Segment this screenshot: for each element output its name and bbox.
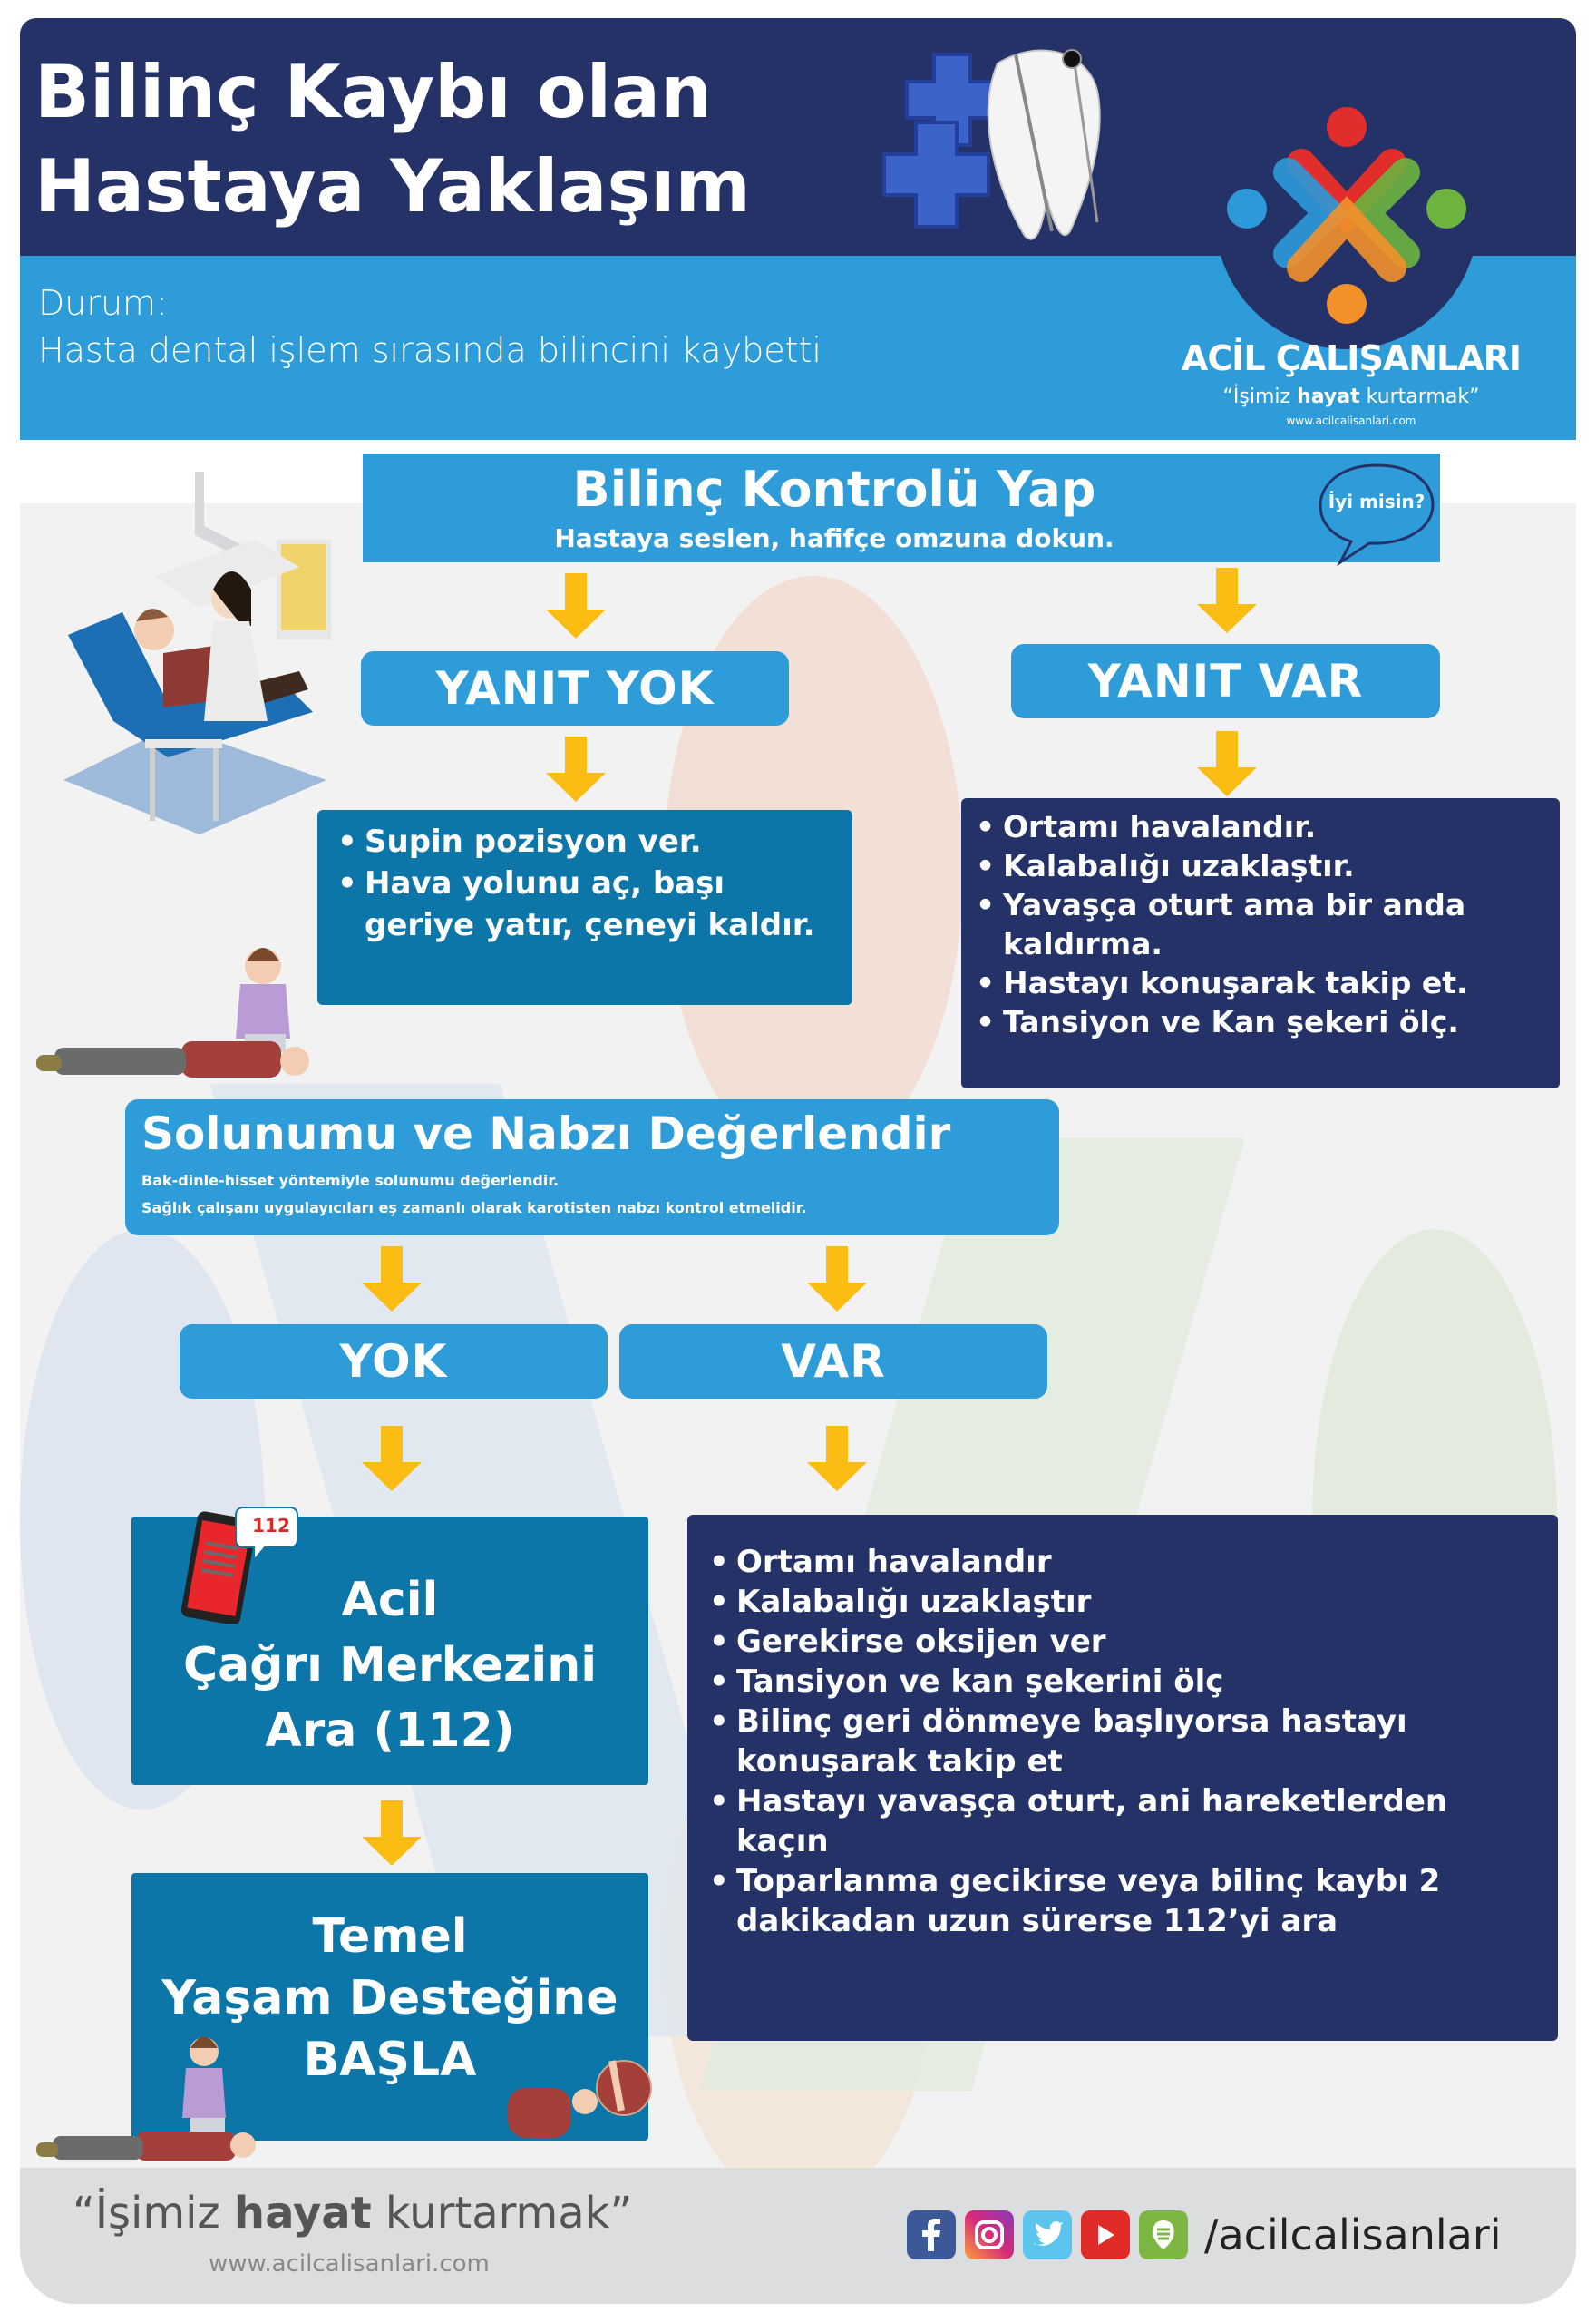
breathing-pulse-line2: Sağlık çalışanı uygulayıcıları eş zamanlı olarak karotisten nabzı kontrol etmelidir.	[141, 1199, 807, 1216]
tooth-dental-tools-icon	[880, 36, 1143, 245]
social-links	[907, 2210, 1502, 2260]
arrow-down-icon	[360, 1800, 423, 1866]
arrow-down-icon	[544, 573, 608, 639]
recovery-position-illustration	[499, 2052, 653, 2142]
situation-text: Hasta dental işlem sırasında bilincini kaybetti	[38, 330, 822, 370]
breathing-present-steps-box	[687, 1515, 1558, 2041]
footer-url[interactable]: www.acilcalisanlari.com	[209, 2250, 490, 2278]
arrow-down-icon	[544, 737, 608, 802]
basic-life-support-text: Temel Yaşam Desteğine BAŞLA	[161, 1909, 618, 2087]
no-response-steps-box	[317, 810, 852, 1005]
logo-name: ACİL ÇALIŞANLARI	[1181, 338, 1522, 378]
breathing-pulse-title: Solunumu ve Nabzı Değerlendir	[141, 1107, 951, 1160]
logo-url: www.acilcalisanlari.com	[1286, 415, 1416, 427]
youtube-icon[interactable]	[1081, 2210, 1130, 2259]
page-title: Bilinç Kaybı olan Hastaya Yaklaşım	[34, 50, 751, 229]
consciousness-check-subtitle: Hastaya seslen, hafifçe omzuna dokun.	[554, 523, 1114, 553]
situation-label: Durum:	[38, 283, 168, 323]
phone-badge-text: 112	[252, 1515, 290, 1537]
no-response-label: YANIT YOK	[361, 651, 789, 726]
list-item: • Supin pozisyon ver.	[334, 821, 842, 863]
logo-slogan-pre: “İşimiz	[1222, 385, 1298, 408]
list-item: • Hava yolunu aç, başı geriye yatır, çeneyi kaldır.	[334, 863, 842, 946]
list-item: • Yavaşça oturt ama bir anda kaldırma.	[972, 885, 1552, 963]
logo-slogan-post: kurtarmak”	[1359, 385, 1480, 408]
dental-chair-illustration	[36, 454, 336, 834]
response-steps-box	[961, 798, 1560, 1088]
instagram-icon[interactable]	[965, 2210, 1014, 2259]
consciousness-check-box	[363, 454, 1440, 562]
social-handle[interactable]: /acilcalisanlari	[1204, 2210, 1502, 2259]
situation	[38, 279, 1126, 374]
arrow-down-icon	[805, 1426, 869, 1491]
twitter-icon[interactable]	[1023, 2210, 1072, 2259]
list-item: • Kalabalığı uzaklaştır.	[972, 846, 1552, 885]
cpr-illustration	[36, 2032, 263, 2168]
airway-opening-illustration	[36, 934, 313, 1079]
logo-slogan-bold: hayat	[1297, 385, 1360, 408]
list-item: • Ortamı havalandır	[706, 1542, 1544, 1582]
footer-slogan-post: kurtarmak”	[371, 2188, 633, 2239]
periscope-icon[interactable]	[1139, 2210, 1188, 2259]
logo-mark-icon	[1220, 100, 1474, 327]
list-item: • Toparlanma gecikirse veya bilinç kaybı 2 dakikadan uzun sürerse 112’yi ara	[706, 1861, 1544, 1941]
list-item: • Hastayı konuşarak takip et.	[972, 963, 1552, 1002]
response-label: YANIT VAR	[1011, 644, 1440, 718]
list-item: • Kalabalığı uzaklaştır	[706, 1582, 1544, 1622]
list-item: • Tansiyon ve Kan şekeri ölç.	[972, 1002, 1552, 1041]
facebook-icon[interactable]	[907, 2210, 956, 2259]
logo-slogan	[1170, 385, 1533, 410]
speech-bubble-text: İyi misin?	[1328, 491, 1426, 512]
breathing-present-steps-list	[706, 1542, 1544, 1941]
list-item: • Tansiyon ve kan şekerini ölç	[706, 1662, 1544, 1702]
arrow-down-icon	[1195, 568, 1259, 633]
speech-bubble-icon	[1313, 458, 1440, 567]
breathing-pulse-line1: Bak-dinle-hisset yöntemiyle solunumu değerlendir.	[141, 1172, 560, 1189]
arrow-down-icon	[805, 1246, 869, 1312]
list-item: • Gerekirse oksijen ver	[706, 1622, 1544, 1662]
footer-slogan-bold: hayat	[233, 2188, 372, 2239]
consciousness-check-title: Bilinç Kontrolü Yap	[572, 461, 1096, 518]
arrow-down-icon	[360, 1426, 423, 1491]
list-item: • Hastayı yavaşça oturt, ani hareketlerden kaçın	[706, 1781, 1544, 1861]
arrow-down-icon	[1195, 731, 1259, 796]
list-item: • Bilinç geri dönmeye başlıyorsa hastayı konuşarak takip et	[706, 1702, 1544, 1781]
arrow-down-icon	[360, 1246, 423, 1312]
breathing-label: VAR	[619, 1324, 1047, 1399]
call-emergency-text: Acil Çağrı Merkezini Ara (112)	[182, 1573, 598, 1758]
no-response-steps-list	[334, 821, 842, 946]
footer-slogan	[73, 2186, 632, 2240]
response-steps-list	[972, 807, 1552, 1041]
footer-slogan-pre: “İşimiz	[73, 2188, 234, 2239]
no-breathing-label: YOK	[180, 1324, 608, 1399]
breathing-pulse-box	[125, 1099, 1059, 1235]
list-item: • Ortamı havalandır.	[972, 807, 1552, 846]
